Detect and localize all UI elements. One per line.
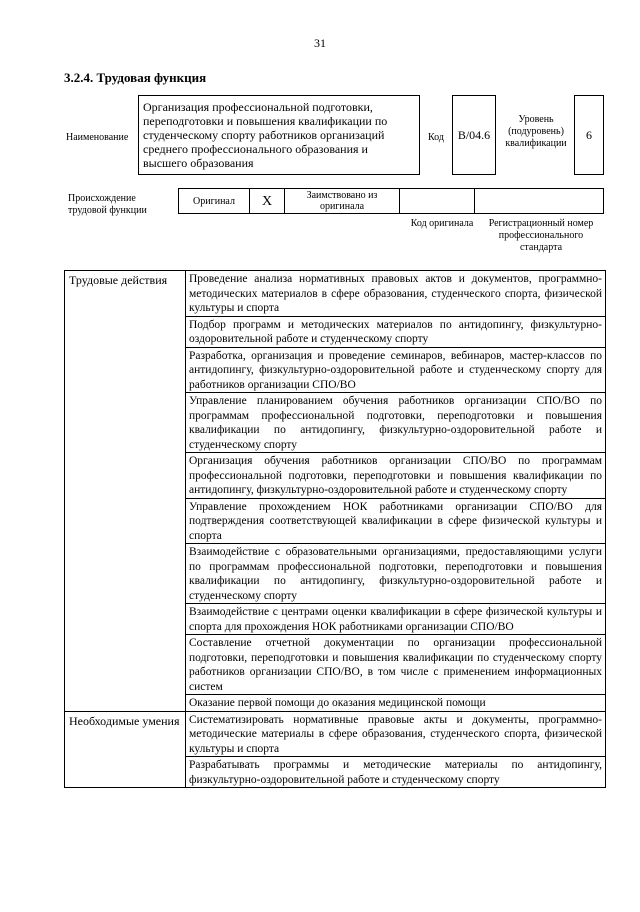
table-cell: Подбор программ и методических материалов по антидопингу, физкультурно-оздоровительной работе и студенческому спорту (186, 316, 606, 347)
table-cell: Управление прохождением НОК работниками организации СПО/ВО для подтверждения соответствующей квалификации в сфере физической культуры и спорта (186, 498, 606, 544)
table-cell: Управление планированием обучения работников организации СПО/ВО по программам профессиональной подготовки, переподготовки и повышения квалификации по антидопингу, физкультурно-оздоровительной работе и студенческому спорту (186, 393, 606, 453)
table-cell: Организация обучения работников организации СПО/ВО по программам профессиональной подготовки, переподготовки и повышения квалификации по антидопингу, физкультурно-оздоровительной работе и студенческому спорту (186, 453, 606, 499)
table-row (65, 271, 606, 317)
original-mark: X (250, 189, 285, 214)
origin-reg-cell (475, 189, 604, 214)
borrowed-label: Заимствовано из оригинала (285, 189, 400, 214)
reg-number-caption: Регистрационный номер профессионального стандарта (488, 218, 594, 253)
labor-actions-label: Трудовые действия (65, 271, 186, 712)
page-number: 31 (314, 36, 326, 50)
table-cell: Составление отчетной документации по организации профессиональной подготовки, переподготовки и повышения квалификации по студенческому спорту работников организации СПО/ВО, в том числе с применением информационных систем (186, 635, 606, 695)
required-skills-label: Необходимые умения (65, 711, 186, 788)
table-cell: Взаимодействие с образовательными организациями, предоставляющими услуги по программам профессиональной подготовки, переподготовки и повышения квалификации по антидопингу, физкультурно-оздоровительной работе и студенческому спорту (186, 544, 606, 604)
origin-label: Происхождение трудовой функции (68, 193, 147, 216)
table-cell: Оказание первой помощи до оказания медицинской помощи (186, 695, 606, 712)
level-value-box (574, 95, 604, 175)
table-cell: Систематизировать нормативные правовые акты и документы, программно-методические материалы в сфере образования, студенческого спорта, физической культуры и спорта (186, 711, 606, 757)
origin-table (178, 188, 604, 214)
table-cell: Разработка, организация и проведение семинаров, вебинаров, мастер-классов по антидопингу, физкультурно-оздоровительной работе и студенческому спорту для работников организации СПО/ВО (186, 347, 606, 393)
function-name-box (138, 95, 420, 175)
code-label: Код (428, 132, 444, 143)
function-table (64, 270, 606, 788)
code-original-caption: Код оригинала (410, 218, 474, 229)
name-label: Наименование (66, 132, 129, 143)
table-row (65, 711, 606, 757)
code-value: В/04.6 (457, 127, 491, 142)
section-title: 3.2.4. Трудовая функция (64, 70, 207, 85)
table-cell: Взаимодействие с центрами оценки квалификации в сфере физической культуры и спорта для прохождения НОК работниками организации СПО/ВО (186, 604, 606, 635)
level-label: Уровень (подуровень) квалификации (505, 114, 567, 149)
code-value-box (452, 95, 496, 175)
origin-code-cell (400, 189, 475, 214)
original-label: Оригинал (179, 189, 250, 214)
table-cell: Разрабатывать программы и методические материалы по антидопингу, физкультурно-оздоровительной работе и студенческому спорту (186, 757, 606, 788)
level-value: 6 (586, 127, 592, 142)
table-cell: Проведение анализа нормативных правовых актов и документов, программно-методических материалов в сфере образования, студенческого спорта, физической культуры и спорта (186, 271, 606, 317)
function-name-value: Организация профессиональной подготовки, переподготовки и повышения квалификации по студенческому спорту работников организаций среднего профессионального образования и высшего образования (143, 100, 388, 170)
